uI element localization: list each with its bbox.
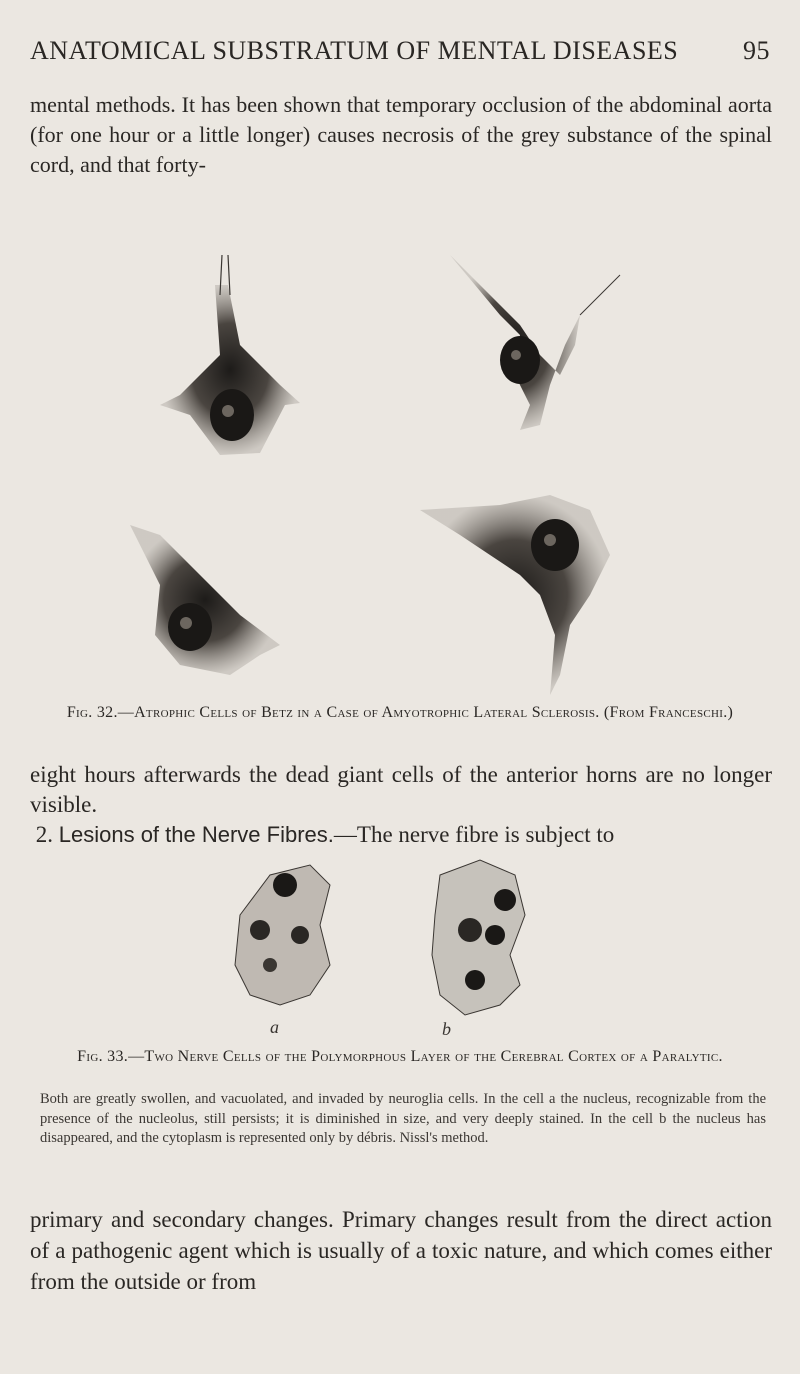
- figure-33-caption-text: —Two Nerve Cells of the Polymorphous Layer of the Cerebral Cortex of a Paralytic.: [128, 1048, 723, 1065]
- figure-33-illustration: [210, 855, 590, 1040]
- paragraph-1: mental methods. It has been shown that temporary occlusion of the abdominal aorta (for one hour or a little longer) causes necrosis of the grey substance of the spinal cord, and that forty-: [30, 92, 772, 177]
- cell-b-label: b: [442, 1019, 451, 1039]
- figure-33-label: Fig. 33.: [77, 1048, 129, 1065]
- section-text: —The nerve fibre is subject to: [333, 822, 615, 847]
- figure-32-label: Fig. 32.: [66, 704, 118, 721]
- figure-33-caption: [40, 1046, 760, 1067]
- paragraph-2: [30, 760, 772, 850]
- cell-a-label: a: [270, 1017, 279, 1037]
- figure-32-illustration: [120, 255, 680, 695]
- betz-cell-top-right: [450, 255, 620, 430]
- figure-33-note: Both are greatly swollen, and vacuolated, and invaded by neuroglia cells. In the cell a the nucleus, recognizable from the presence of the nucleolus, still persists; it is diminished in size, and very deeply stained. In the cell b the nucleus has disappeared, and the cytoplasm is represented only by débris. Nissl's method.: [40, 1091, 766, 1146]
- header-title: ANATOMICAL SUBSTRATUM OF MENTAL DISEASES: [30, 36, 679, 65]
- section-number: 2.: [35, 822, 53, 847]
- figure-32-caption: [40, 702, 760, 723]
- betz-cell-bottom-left: [130, 525, 280, 675]
- page-number: 95: [743, 36, 770, 65]
- betz-cell-top-left: [160, 255, 300, 455]
- nerve-cell-b: [432, 860, 525, 1015]
- figure-32-caption-text: —Atrophic Cells of Betz in a Case of Amyotrophic Lateral Sclerosis. (From Franceschi.): [117, 704, 734, 721]
- nerve-cell-a: [235, 865, 330, 1005]
- section-heading: Lesions of the Nerve Fibres.: [58, 822, 334, 847]
- paragraph-3: primary and secondary changes. Primary changes result from the direct action of a pathogenic agent which is usually of a toxic nature, and which comes either from the outside or from: [30, 1207, 772, 1294]
- betz-cell-bottom-right: [420, 495, 610, 695]
- paragraph-2-text: eight hours afterwards the dead giant cells of the anterior horns are no longer visible.: [30, 762, 772, 817]
